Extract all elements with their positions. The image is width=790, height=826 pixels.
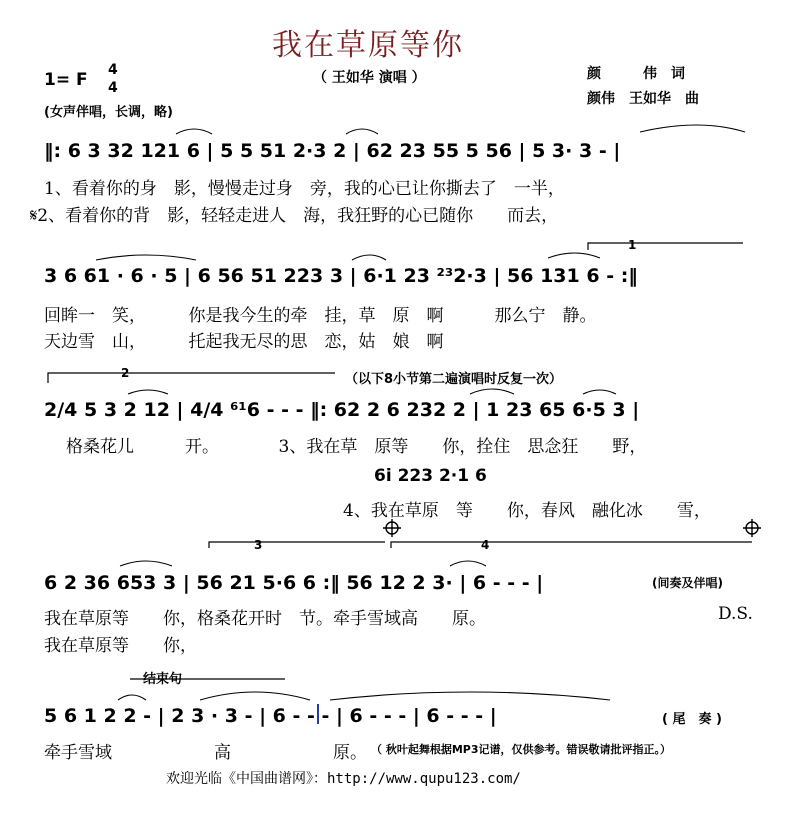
score-row-3-lyric-1: 格桑花儿 开。 3、我在草 原等 你，拴住 思念狂 野， bbox=[66, 437, 647, 457]
volta-3-label: 3 bbox=[254, 538, 263, 552]
performance-note: (女声伴唱，长调，略) bbox=[44, 105, 173, 120]
slur bbox=[330, 692, 610, 700]
volta-4-bracket bbox=[391, 542, 752, 548]
score-row-4-notes: 6 2 36 653 3 | 56 21 5·6 6 :‖ 56 12 2 3· | 6 - - - | bbox=[44, 572, 544, 594]
interlude-label: (间奏及伴唱) bbox=[652, 576, 723, 590]
composer-credit: 颜伟 王如华 曲 bbox=[587, 91, 699, 107]
transcription-remark: （ 秋叶起舞根据MP3记谱，仅供参考。错误敬请批评指正。） bbox=[371, 743, 671, 756]
slur bbox=[450, 561, 486, 566]
slur bbox=[346, 129, 378, 134]
score-row-2-lyric-1: 回眸一 笑， 你是我今生的牵 挂，草 原 啊 那么宁 静。 bbox=[44, 306, 597, 326]
score-row-5-lyric: 牵手雪域 高 原。 bbox=[44, 743, 367, 763]
volta-2-bracket bbox=[48, 373, 335, 383]
repeat-annotation: （以下8小节第二遍演唱时反复一次） bbox=[345, 372, 563, 387]
volta-1-label: 1 bbox=[628, 238, 637, 252]
slur bbox=[176, 129, 212, 134]
score-row-3-notes: 2/4 5 3 2 12 | 4/4 ⁶¹6 - - - ‖: 62 2 6 232 2 | 1 23 65 6·5 3 | bbox=[44, 399, 640, 421]
score-row-3-alt-notes: 6i 223 2·1 6 bbox=[374, 466, 487, 486]
score-row-1-lyric-1: 1、看着你的身 影，慢慢走过身 旁，我的心已让你撕去了 一半， bbox=[44, 179, 565, 199]
score-row-3-alt-lyric: 4、我在草原 等 你，春风 融化冰 雪， bbox=[343, 501, 711, 521]
volta-2-label: 2 bbox=[121, 366, 130, 380]
slur bbox=[640, 125, 745, 132]
slur bbox=[583, 390, 616, 394]
volta-1-bracket bbox=[588, 243, 743, 250]
outro-label: ( 尾 奏 ) bbox=[662, 712, 722, 727]
score-row-4-lyric-1: 我在草原等 你，格桑花开时 节。牵手雪域高 原。 bbox=[44, 609, 486, 629]
slur bbox=[548, 253, 600, 258]
slur bbox=[96, 255, 196, 260]
volta-3-bracket bbox=[209, 542, 385, 548]
lyricist-credit: 颜 伟 词 bbox=[587, 66, 685, 82]
score-row-2-lyric-2: 天边雪 山， 托起我无尽的思 恋，姑 娘 啊 bbox=[44, 332, 444, 352]
page-title: 我在草原等你 bbox=[272, 28, 464, 63]
time-signature-denominator: 4 bbox=[108, 80, 118, 96]
volta-4-label: 4 bbox=[481, 538, 490, 552]
ds-mark: D.S. bbox=[718, 604, 753, 624]
slur bbox=[200, 692, 310, 700]
slur bbox=[118, 695, 146, 700]
site-footer: 欢迎光临《中国曲谱网》：http://www.qupu123.com/ bbox=[166, 771, 521, 787]
score-row-2-notes: 3 6 61 · 6 · 5 | 6 56 51 223 3 | 6·1 23 ²³2·3 | 56 131 6 - :‖ bbox=[44, 265, 638, 287]
slur bbox=[352, 255, 386, 260]
time-signature-numerator: 4 bbox=[108, 62, 118, 78]
score-row-1-notes: ‖: 6 3 32 121 6 | 5 5 51 2·3 2 | 62 23 55 5 56 | 5 3· 3 - | bbox=[44, 140, 621, 162]
score-row-5-notes: 5 6 1 2 2 - | 2 3 · 3 - | 6 - - - | 6 - - - | 6 - - - | bbox=[44, 705, 497, 727]
slur bbox=[128, 390, 168, 394]
score-row-4-lyric-2: 我在草原等 你， bbox=[44, 636, 197, 656]
slur bbox=[120, 561, 172, 566]
slur bbox=[470, 389, 514, 394]
ending-section-label: 结束句 bbox=[143, 672, 183, 687]
key-signature: 1= F bbox=[44, 70, 88, 90]
score-row-1-lyric-2: 𝄋2、看着你的背 影，轻轻走进人 海，我狂野的心已随你 而去， bbox=[30, 206, 559, 226]
singer-credit: （ 王如华 演唱 ） bbox=[313, 70, 426, 86]
